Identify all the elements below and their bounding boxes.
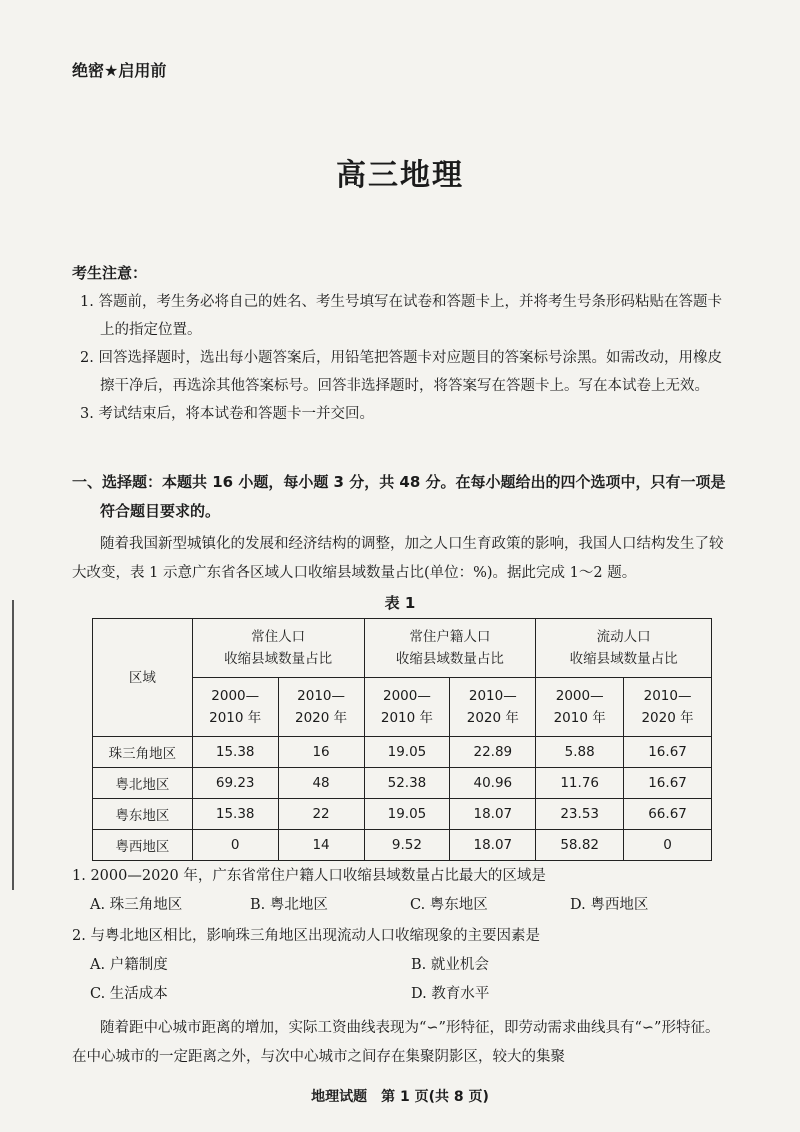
- period-header: 2010— 2020 年: [624, 678, 712, 737]
- notice-heading: 考生注意：: [72, 264, 148, 282]
- value-cell: 22: [278, 799, 364, 830]
- group-header: 常住户籍人口 收缩县域数量占比: [364, 619, 536, 678]
- question-stem: 2. 与粤北地区相比，影响珠三角地区出现流动人口收缩现象的主要因素是: [72, 928, 540, 944]
- value-cell: 69.23: [192, 768, 278, 799]
- value-cell: 18.07: [450, 799, 536, 830]
- region-cell: 粤东地区: [93, 799, 193, 830]
- page-title: 高三地理: [336, 158, 464, 193]
- value-cell: 16.67: [624, 768, 712, 799]
- period-header: 2010— 2020 年: [278, 678, 364, 737]
- option-a: A. 珠三角地区: [90, 897, 183, 913]
- section-heading-line1: 一、选择题：本题共 16 小题，每小题 3 分，共 48 分。在每小题给出的四个选项中，只有一项是: [72, 473, 726, 491]
- value-cell: 48: [278, 768, 364, 799]
- notice-item-1: 1. 答题前，考生务必将自己的姓名、考生号填写在试卷和答题卡上，并将考生号条形码粘贴在答题卡上的指定位置。: [80, 294, 722, 338]
- region-cell: 粤西地区: [93, 830, 193, 861]
- table-row: [93, 737, 712, 768]
- page-footer: 地理试题 第 1 页(共 8 页): [311, 1089, 489, 1105]
- value-cell: 16: [278, 737, 364, 768]
- period-header: 2000— 2010 年: [536, 678, 624, 737]
- value-cell: 23.53: [536, 799, 624, 830]
- value-cell: 19.05: [364, 737, 450, 768]
- value-cell: 0: [624, 830, 712, 861]
- region-header: 区域: [93, 619, 193, 737]
- value-cell: 5.88: [536, 737, 624, 768]
- value-cell: 40.96: [450, 768, 536, 799]
- group-header: 常住人口 收缩县域数量占比: [192, 619, 364, 678]
- confidential-label: 绝密★启用前: [72, 61, 167, 80]
- option-row: [72, 951, 732, 980]
- option-row: [72, 980, 732, 1009]
- value-cell: 52.38: [364, 768, 450, 799]
- question-intro: 随着我国新型城镇化的发展和经济结构的调整，加之人口生育政策的影响，我国人口结构发生了较大改变，表 1 示意广东省各区域人口收缩县域数量占比(单位：%)。据此完成 1～2 题。: [72, 536, 724, 581]
- option-a: A. 户籍制度: [90, 957, 168, 973]
- group-header: 流动人口 收缩县域数量占比: [536, 619, 712, 678]
- option-b: B. 就业机会: [411, 957, 489, 973]
- notice-item-2: 2. 回答选择题时，选出每小题答案后，用铅笔把答题卡对应题目的答案标号涂黑。如需改动，用橡皮擦干净后，再选涂其他答案标号。回答非选择题时，将答案写在答题卡上。写在本试卷上无效。: [80, 350, 722, 394]
- notice-list: [72, 288, 732, 428]
- question-stem: 1. 2000—2020 年，广东省常住户籍人口收缩县域数量占比最大的区域是: [72, 868, 546, 884]
- value-cell: 9.52: [364, 830, 450, 861]
- option-d: D. 教育水平: [411, 986, 490, 1002]
- question-1: [72, 862, 732, 920]
- period-header: 2010— 2020 年: [450, 678, 536, 737]
- region-cell: 粤北地区: [93, 768, 193, 799]
- value-cell: 19.05: [364, 799, 450, 830]
- value-cell: 15.38: [192, 799, 278, 830]
- question-2: [72, 922, 732, 1009]
- option-c: C. 生活成本: [90, 986, 168, 1002]
- value-cell: 11.76: [536, 768, 624, 799]
- value-cell: 66.67: [624, 799, 712, 830]
- value-cell: 0: [192, 830, 278, 861]
- table-row: [93, 768, 712, 799]
- notice-item-3: 3. 考试结束后，将本试卷和答题卡一并交回。: [80, 406, 374, 422]
- table-row: [93, 830, 712, 861]
- reading-passage: 随着距中心城市距离的增加，实际工资曲线表现为“∽”形特征，即劳动需求曲线具有“∽”形特征。在中心城市的一定距离之外，与次中心城市之间存在集聚阴影区，较大的集聚: [72, 1020, 720, 1065]
- period-header: 2000— 2010 年: [192, 678, 278, 737]
- value-cell: 14: [278, 830, 364, 861]
- option-c: C. 粤东地区: [410, 897, 488, 913]
- data-table: [92, 618, 712, 861]
- value-cell: 15.38: [192, 737, 278, 768]
- period-header: 2000— 2010 年: [364, 678, 450, 737]
- value-cell: 58.82: [536, 830, 624, 861]
- value-cell: 18.07: [450, 830, 536, 861]
- option-d: D. 粤西地区: [570, 897, 649, 913]
- section-heading-line2: 符合题目要求的。: [100, 502, 221, 520]
- margin-line: [12, 600, 14, 890]
- section-heading: [72, 468, 732, 526]
- table-row: [93, 799, 712, 830]
- value-cell: 22.89: [450, 737, 536, 768]
- table-title: 表 1: [384, 594, 416, 612]
- option-row: [72, 891, 732, 920]
- region-cell: 珠三角地区: [93, 737, 193, 768]
- value-cell: 16.67: [624, 737, 712, 768]
- option-b: B. 粤北地区: [250, 897, 328, 913]
